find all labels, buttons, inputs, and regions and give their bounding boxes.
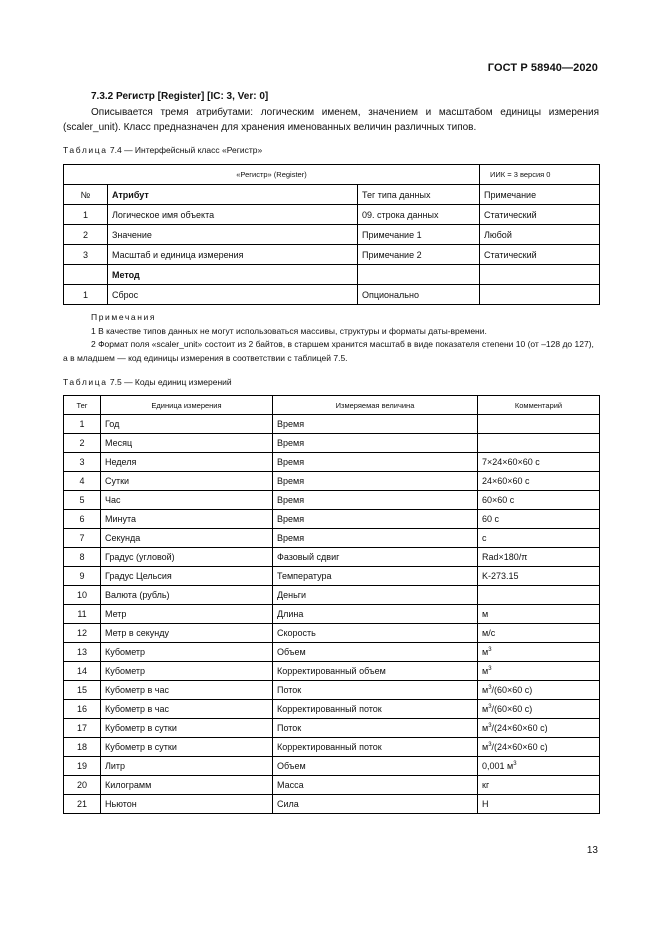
table-row [64,586,600,605]
table-row [64,719,600,738]
comment-exponent: 3 [513,761,517,767]
table-row [64,529,600,548]
comment-suffix: /(24×60×60 с) [491,723,548,733]
page-number: 13 [586,845,598,856]
cell-tag: 8 [64,548,101,567]
cell-comment: K-273.15 [478,567,600,586]
cell-tag: 3 [64,453,101,472]
cell-tag: 7 [64,529,101,548]
cell-type-tag: Примечание 2 [358,245,480,265]
cell-unit: Минута [101,510,273,529]
cell-unit: Секунда [101,529,273,548]
cell-tag: 10 [64,586,101,605]
table-row [64,205,600,225]
table-7-5-caption [63,377,232,387]
comment-exponent: 3 [488,685,492,691]
table-row [64,643,600,662]
table-row [64,245,600,265]
class-id-cell: ИИК = 3 версия 0 [480,165,600,185]
cell-attribute: Значение [108,225,358,245]
cell-quantity: Корректированный поток [273,738,478,757]
table-row [64,510,600,529]
cell-unit: Градус (угловой) [101,548,273,567]
comment-base: м [482,685,489,695]
caption-label: Таблица [63,377,108,387]
cell-tag: 20 [64,776,101,795]
cell-unit: Кубометр в сутки [101,719,273,738]
intro-text: Описывается тремя атрибутами: логическим именем, значением и масштабом единицы измерения (scaler_unit). Класс предназначен для хранения именованных величин различных типов. [63,107,599,133]
cell-tag: 13 [64,643,101,662]
section-title: 7.3.2 Регистр [Register] [IC: 3, Ver: 0] [91,91,269,102]
cell-tag: 17 [64,719,101,738]
cell-unit: Ньютон [101,795,273,814]
cell-comment [478,757,600,776]
header-quantity: Измеряемая величина [273,396,478,415]
comment-base: 0,001 м [482,761,514,771]
cell-unit: Сутки [101,472,273,491]
cell-comment [478,719,600,738]
header-attribute: Атрибут [108,185,358,205]
table-row [64,662,600,681]
comment-base: м [482,704,489,714]
caption-label: Таблица [63,145,108,155]
note-1: 1 В качестве типов данных не могут использоваться массивы, структуры и форматы даты-времени. [91,325,487,336]
caption-text: 7.5 — Коды единиц измерений [107,377,232,387]
cell-quantity: Деньги [273,586,478,605]
cell-unit: Кубометр [101,643,273,662]
caption-text: 7.4 — Интерфейсный класс «Регистр» [107,145,263,155]
comment-exponent: 3 [488,666,492,672]
comment-exponent: 3 [488,723,492,729]
cell-number: 1 [64,205,108,225]
cell-tag: 19 [64,757,101,776]
cell-comment: 60×60 с [478,491,600,510]
header-type-tag: Тег типа данных [358,185,480,205]
cell-comment [478,700,600,719]
cell-comment: кг [478,776,600,795]
header-tag: Тег [64,396,101,415]
cell-number: 1 [64,285,108,305]
document-id: ГОСТ Р 58940—2020 [487,62,598,74]
cell-comment: с [478,529,600,548]
cell-tag: 14 [64,662,101,681]
comment-exponent: 3 [488,742,492,748]
comment-exponent: 3 [488,647,492,653]
cell-unit: Месяц [101,434,273,453]
cell-unit: Кубометр [101,662,273,681]
table-row [64,776,600,795]
class-name-cell: «Регистр» (Register) [64,165,480,185]
table-row [64,624,600,643]
cell-comment [478,434,600,453]
table-row [64,605,600,624]
cell-quantity: Корректированный объем [273,662,478,681]
table-7-4-caption [63,145,262,155]
cell-attribute: Логическое имя объекта [108,205,358,225]
method-header: Метод [108,265,358,285]
cell-method: Сброс [108,285,358,305]
comment-base: м [482,723,489,733]
table-row [64,225,600,245]
cell-unit: Неделя [101,453,273,472]
cell-unit: Кубометр в сутки [101,738,273,757]
table-row [64,700,600,719]
header-note: Примечание [480,185,600,205]
cell-tag: 5 [64,491,101,510]
cell-tag: 4 [64,472,101,491]
cell-tag: 21 [64,795,101,814]
cell-tag: 9 [64,567,101,586]
register-interface-table [63,164,600,305]
cell-quantity: Скорость [273,624,478,643]
cell-note: Любой [480,225,600,245]
cell-tag: 12 [64,624,101,643]
intro-paragraph [63,106,599,135]
cell-comment [478,415,600,434]
cell-comment [478,662,600,681]
cell-quantity: Время [273,415,478,434]
cell-comment: м [478,605,600,624]
table-row [64,434,600,453]
cell-type-tag: 09. строка данных [358,205,480,225]
table-row [64,472,600,491]
cell-comment: 7×24×60×60 с [478,453,600,472]
comment-suffix: /(60×60 с) [491,685,533,695]
cell-note [480,285,600,305]
header-comment: Комментарий [478,396,600,415]
cell-unit: Кубометр в час [101,700,273,719]
cell-comment [478,681,600,700]
cell-unit: Килограмм [101,776,273,795]
cell-tag: 1 [64,415,101,434]
cell-quantity: Время [273,472,478,491]
cell-comment: 60 с [478,510,600,529]
table-row [64,757,600,776]
cell-quantity: Время [273,434,478,453]
note-2: 2 Формат поля «scaler_unit» состоит из 2 байтов, в старшем хранится масштаб в виде показателя степени 10 (от –128 до 127), а в младшем — код единицы измерения в соответствии с таблицей 7.5. [63,339,594,363]
header-unit: Единица измерения [101,396,273,415]
cell-unit: Метр [101,605,273,624]
table-row [64,453,600,472]
cell-quantity: Корректированный поток [273,700,478,719]
header-number: № [64,185,108,205]
table-row [64,265,600,285]
comment-exponent: 3 [488,704,492,710]
cell-comment: Н [478,795,600,814]
cell-quantity: Поток [273,719,478,738]
comment-suffix: /(24×60×60 с) [491,742,548,752]
cell-unit: Кубометр в час [101,681,273,700]
cell-quantity: Масса [273,776,478,795]
cell-type-tag: Опционально [358,285,480,305]
cell-tag: 11 [64,605,101,624]
cell-quantity: Объем [273,643,478,662]
cell-tag: 18 [64,738,101,757]
cell-quantity: Время [273,491,478,510]
cell-comment [478,738,600,757]
cell-unit: Литр [101,757,273,776]
cell-tag: 15 [64,681,101,700]
cell-attribute: Масштаб и единица измерения [108,245,358,265]
unit-codes-table [63,395,600,814]
table-row [64,491,600,510]
table-row [64,285,600,305]
table-header-row [64,185,600,205]
table-row [64,165,600,185]
notes-block [63,311,599,365]
table-row [64,738,600,757]
cell-comment: 24×60×60 с [478,472,600,491]
table-row [64,548,600,567]
cell-comment: м/с [478,624,600,643]
cell-unit: Час [101,491,273,510]
table-row [64,795,600,814]
cell-quantity: Длина [273,605,478,624]
cell-tag: 6 [64,510,101,529]
table-header-row [64,396,600,415]
cell-note: Статический [480,245,600,265]
table-row [64,681,600,700]
cell-tag: 2 [64,434,101,453]
cell-tag: 16 [64,700,101,719]
cell-quantity: Температура [273,567,478,586]
cell-comment [478,586,600,605]
cell-empty [64,265,108,285]
cell-unit: Год [101,415,273,434]
comment-base: м [482,742,489,752]
comment-base: м [482,666,489,676]
table-row [64,415,600,434]
table-row [64,567,600,586]
cell-unit: Метр в секунду [101,624,273,643]
cell-quantity: Объем [273,757,478,776]
cell-quantity: Время [273,510,478,529]
comment-base: м [482,647,489,657]
notes-title: Примечания [91,312,157,322]
cell-number: 2 [64,225,108,245]
cell-comment [478,643,600,662]
cell-note: Статический [480,205,600,225]
cell-quantity: Фазовый сдвиг [273,548,478,567]
cell-quantity: Время [273,453,478,472]
cell-type-tag: Примечание 1 [358,225,480,245]
cell-comment: Rad×180/π [478,548,600,567]
comment-suffix: /(60×60 с) [491,704,533,714]
cell-number: 3 [64,245,108,265]
cell-unit: Градус Цельсия [101,567,273,586]
cell-quantity: Сила [273,795,478,814]
cell-unit: Валюта (рубль) [101,586,273,605]
cell-quantity: Время [273,529,478,548]
cell-empty [358,265,480,285]
cell-empty [480,265,600,285]
cell-quantity: Поток [273,681,478,700]
